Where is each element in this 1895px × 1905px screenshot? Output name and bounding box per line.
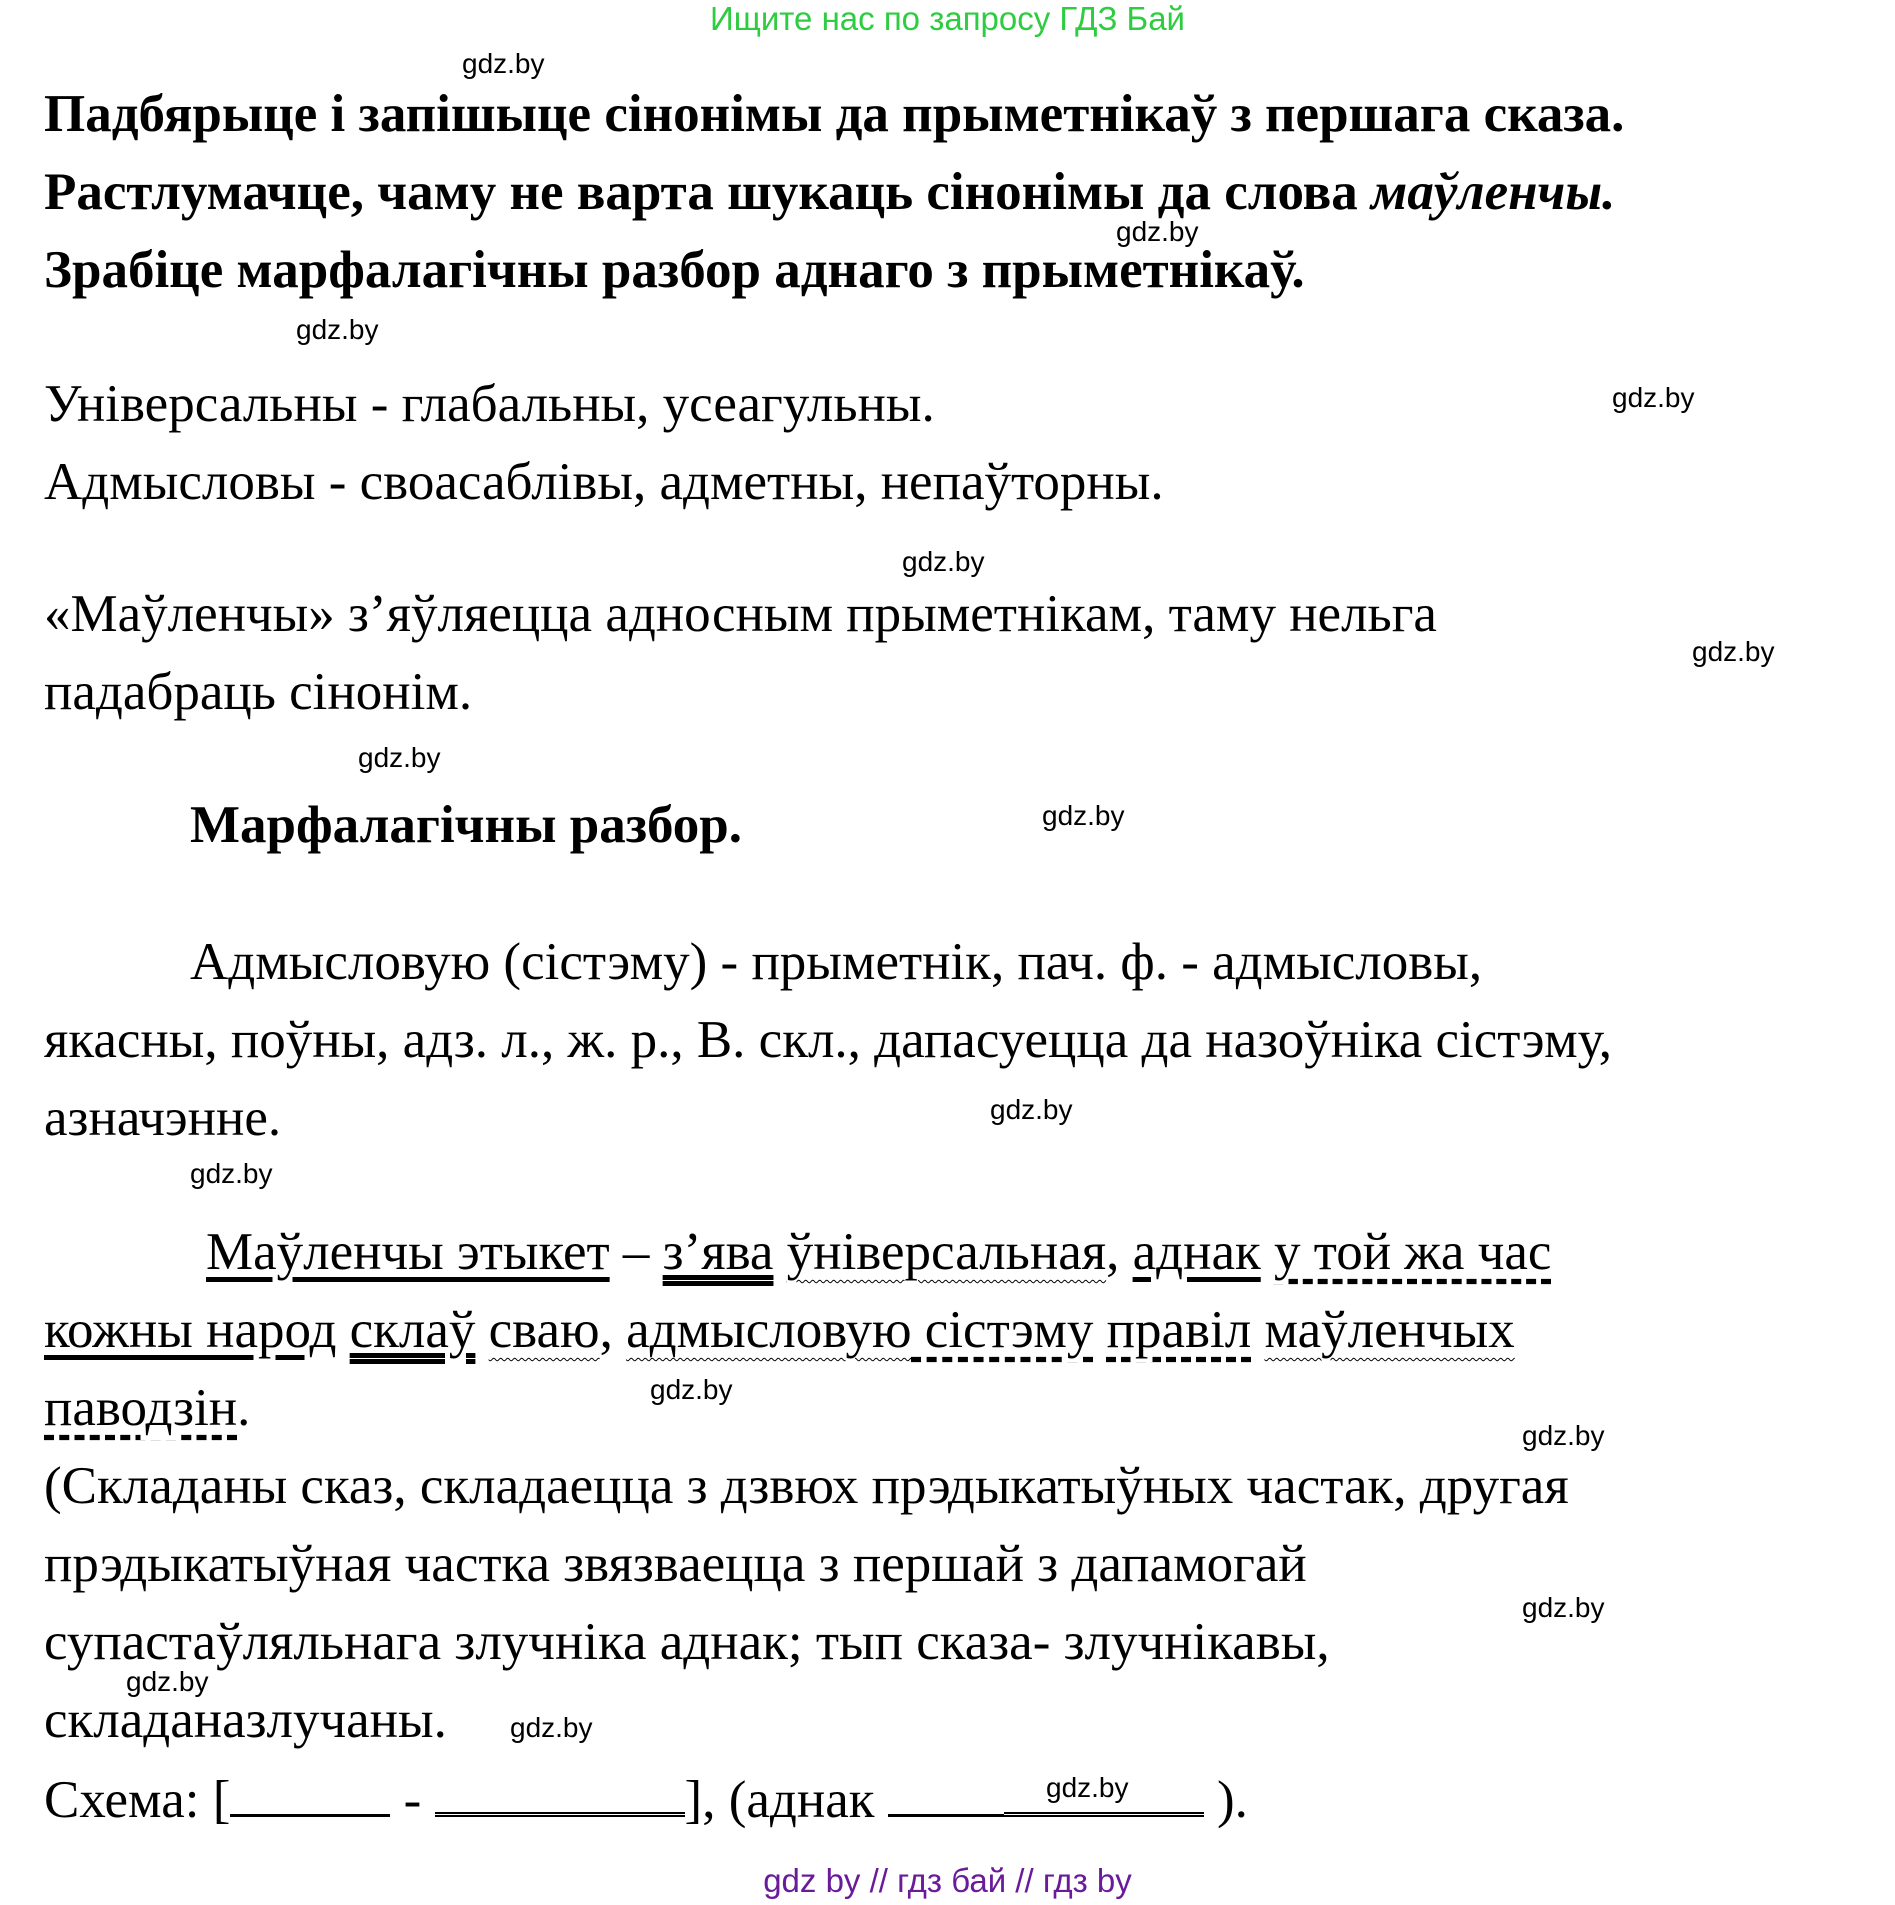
scheme-subject-blank-2 bbox=[888, 1770, 1004, 1817]
watermark: gdz.by bbox=[1522, 1592, 1605, 1623]
attribute-word-4: маўленчых bbox=[1264, 1301, 1515, 1359]
watermark: gdz.by bbox=[902, 546, 985, 577]
attribute-word-1: ўніверсальная bbox=[786, 1223, 1107, 1281]
subject-phrase-2: кожны народ bbox=[44, 1301, 337, 1359]
footer-links: gdz by // гдз бай // гдз by bbox=[763, 1862, 1132, 1899]
period: . bbox=[237, 1379, 251, 1437]
scheme-label: Схема: [ bbox=[44, 1771, 231, 1829]
watermark: gdz.by bbox=[1116, 216, 1199, 247]
space bbox=[1251, 1301, 1264, 1359]
task-line-2-italic-word: маўленчы. bbox=[1371, 163, 1616, 221]
morph-line-1: Адмысловую (сістэму) - прыметнік, пач. ф. - адмысловы, bbox=[190, 933, 1483, 991]
morph-line-3: азначэнне. bbox=[44, 1089, 282, 1147]
watermark: gdz.by bbox=[462, 48, 545, 79]
watermark: gdz.by bbox=[190, 1158, 273, 1189]
watermark: gdz.by bbox=[126, 1666, 209, 1697]
watermark: gdz.by bbox=[1522, 1420, 1605, 1451]
sentence-line-1 bbox=[206, 1222, 1551, 1282]
watermark: gdz.by bbox=[650, 1374, 733, 1405]
space bbox=[1261, 1223, 1274, 1281]
conjunction-word: аднак bbox=[1132, 1223, 1261, 1281]
dash: – bbox=[609, 1223, 663, 1281]
top-banner: Ищите нас по запросу ГДЗ Бай bbox=[710, 0, 1185, 37]
scheme-dash: - bbox=[390, 1771, 435, 1829]
watermark: gdz.by bbox=[990, 1094, 1073, 1125]
task-line-3: Зрабіце марфалагічны разбор аднаго з прыметнікаў. bbox=[44, 241, 1305, 299]
morph-line-2: якасны, поўны, адз. л., ж. р., В. скл., дапасуецца да назоўніка сістэму, bbox=[44, 1011, 1613, 1069]
scheme-predicate-blank bbox=[435, 1768, 685, 1817]
task-line-2-text: Растлумачце, чаму не варта шукаць сінонімы да слова bbox=[44, 163, 1372, 221]
watermark: gdz.by bbox=[510, 1712, 593, 1743]
subject-phrase: Маўленчы этыкет bbox=[206, 1223, 610, 1281]
predicate-noun: з’ява bbox=[662, 1223, 774, 1281]
object-word-2: правіл bbox=[1106, 1301, 1252, 1359]
object-word-1: сістэму bbox=[911, 1301, 1094, 1359]
analysis-line-1: (Складаны сказ, складаецца з дзвюх прэдыкатыўных частак, другая bbox=[44, 1457, 1569, 1515]
watermark: gdz.by bbox=[1046, 1772, 1129, 1803]
comma: , bbox=[599, 1301, 627, 1359]
space bbox=[773, 1223, 786, 1281]
scheme-end: ). bbox=[1203, 1771, 1248, 1829]
synonym-line-2: Адмысловы - своасаблівы, адметны, непаўторны. bbox=[44, 453, 1164, 511]
analysis-line-3: супастаўляльнага злучніка аднак; тып сказа- злучнікавы, bbox=[44, 1613, 1330, 1671]
scheme-subject-blank bbox=[230, 1770, 390, 1817]
task-line-1: Падбярыце і запішыце сінонімы да прыметнікаў з першага сказа. bbox=[44, 85, 1625, 143]
explanation-line-1: «Маўленчы» з’яўляецца адносным прыметнікам, таму нельга bbox=[44, 585, 1437, 643]
synonym-line-1: Універсальны - глабальны, усеагульны. bbox=[44, 375, 935, 433]
predicate-verb: склаў bbox=[349, 1301, 476, 1359]
sentence-line-3 bbox=[44, 1378, 250, 1438]
task-line-2 bbox=[44, 162, 1615, 222]
sentence-line-2 bbox=[44, 1300, 1515, 1360]
analysis-line-4: складаназлучаны. bbox=[44, 1691, 447, 1749]
space bbox=[1093, 1301, 1106, 1359]
scheme-close: ], (аднак bbox=[684, 1771, 888, 1829]
adverbial-phrase: у той жа час bbox=[1273, 1223, 1552, 1281]
attribute-word-3: адмысловую bbox=[626, 1301, 912, 1359]
watermark: gdz.by bbox=[1612, 382, 1695, 413]
explanation-line-2: падабраць сінонім. bbox=[44, 663, 473, 721]
space bbox=[336, 1301, 349, 1359]
watermark: gdz.by bbox=[1042, 800, 1125, 831]
comma: , bbox=[1106, 1223, 1133, 1281]
watermark: gdz.by bbox=[296, 314, 379, 345]
object-word-3: паводзін bbox=[44, 1379, 238, 1437]
watermark: gdz.by bbox=[358, 742, 441, 773]
analysis-line-2: прэдыкатыўная частка звязваецца з першай з дапамогай bbox=[44, 1535, 1307, 1593]
morph-heading: Марфалагічны разбор. bbox=[190, 796, 743, 854]
attribute-word-2: сваю bbox=[488, 1301, 600, 1359]
space bbox=[475, 1301, 488, 1359]
watermark: gdz.by bbox=[1692, 636, 1775, 667]
